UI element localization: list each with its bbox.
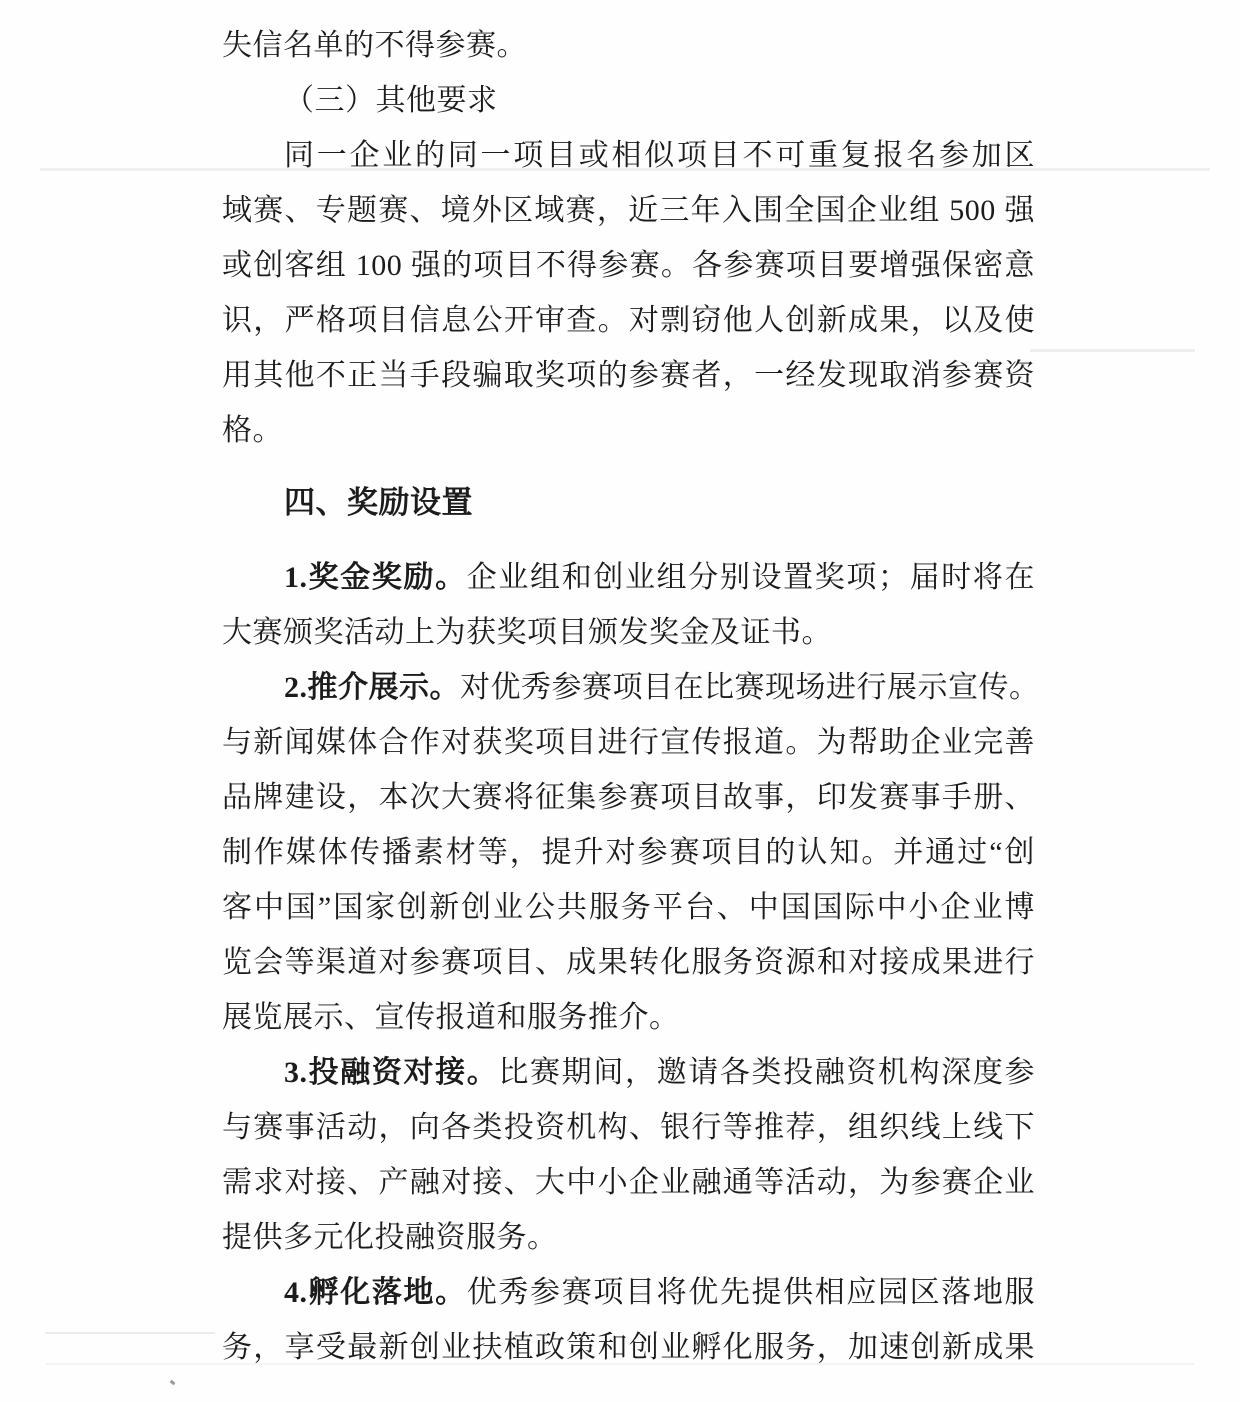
line-text: 品牌建设，本次大赛将征集参赛项目故事，印发赛事手册、 <box>222 781 1035 814</box>
line-text: 同一企业的同一项目或相似项目不可重复报名参加区 <box>284 139 1035 172</box>
scan-artifact-line <box>1030 349 1195 352</box>
line-text: 制作媒体传播素材等，提升对参赛项目的认知。并通过“创 <box>222 836 1035 869</box>
item-label-bold: 2.推介展示。 <box>284 671 460 704</box>
line-text: 识，严格项目信息公开审查。对剽窃他人创新成果，以及使 <box>222 304 1035 337</box>
line-text: 展览展示、宣传报道和服务推介。 <box>222 1001 680 1034</box>
text-line <box>222 238 1035 293</box>
line-text: 企业组和创业组分别设置奖项；届时将在 <box>466 561 1036 594</box>
text-line <box>222 128 1035 183</box>
line-text: 需求对接、产融对接、大中小企业融通等活动，为参赛企业 <box>222 1166 1035 1199</box>
numbered-item-line <box>222 660 1040 715</box>
text-line <box>222 770 1035 825</box>
section-heading <box>222 475 1035 530</box>
text-line <box>222 1155 1035 1210</box>
text-line <box>222 1210 1035 1265</box>
item-label-bold: 3.投融资对接。 <box>284 1056 499 1089</box>
text-line <box>222 825 1035 880</box>
line-text: 四、奖励设置 <box>284 485 473 520</box>
numbered-item-line <box>222 550 1035 605</box>
numbered-item-line <box>222 1265 1035 1320</box>
text-line <box>222 73 1035 128</box>
text-line <box>222 18 1035 73</box>
text-line <box>222 293 1035 348</box>
line-text: 大赛颁奖活动上为获奖项目颁发奖金及证书。 <box>222 616 832 649</box>
item-label-bold: 1.奖金奖励。 <box>284 561 467 594</box>
text-line <box>222 1100 1035 1155</box>
item-label-bold: 4.孵化落地。 <box>284 1276 467 1309</box>
line-text: 与赛事活动，向各类投资机构、银行等推荐，组织线上线下 <box>222 1111 1035 1144</box>
line-text: 客中国”国家创新创业公共服务平台、中国国际中小企业博 <box>222 891 1035 924</box>
text-line <box>222 715 1035 770</box>
line-text: 优秀参赛项目将优先提供相应园区落地服 <box>466 1276 1036 1309</box>
text-line <box>222 605 1035 660</box>
text-line <box>222 403 1035 458</box>
text-line <box>222 990 1035 1045</box>
scan-artifact-line <box>45 1332 215 1334</box>
line-text: 域赛、专题赛、境外区域赛，近三年入围全国企业组 500 强 <box>222 194 1035 227</box>
line-text: 与新闻媒体合作对获奖项目进行宣传报道。为帮助企业完善 <box>222 726 1035 759</box>
text-line <box>222 880 1035 935</box>
line-text: 或创客组 100 强的项目不得参赛。各参赛项目要增强保密意 <box>222 249 1035 282</box>
line-text: 格。 <box>222 414 283 447</box>
text-line <box>222 348 1035 403</box>
line-text: （三）其他要求 <box>284 84 498 117</box>
document-text-block <box>222 18 1040 1375</box>
line-text: 失信名单的不得参赛。 <box>222 29 527 62</box>
text-line <box>222 935 1035 990</box>
line-text: 览会等渠道对参赛项目、成果转化服务资源和对接成果进行 <box>222 946 1035 979</box>
numbered-item-line <box>222 1045 1035 1100</box>
text-line <box>222 183 1035 238</box>
line-text: 用其他不正当手段骗取奖项的参赛者，一经发现取消参赛资 <box>222 359 1035 392</box>
line-text: 务，享受最新创业扶植政策和创业孵化服务，加速创新成果 <box>222 1331 1035 1364</box>
line-text: 对优秀参赛项目在比赛现场进行展示宣传。 <box>460 671 1040 704</box>
text-line <box>222 1320 1035 1375</box>
scan-speck <box>170 1380 176 1385</box>
line-text: 提供多元化投融资服务。 <box>222 1221 558 1254</box>
line-text: 比赛期间，邀请各类投融资机构深度参 <box>498 1056 1036 1089</box>
